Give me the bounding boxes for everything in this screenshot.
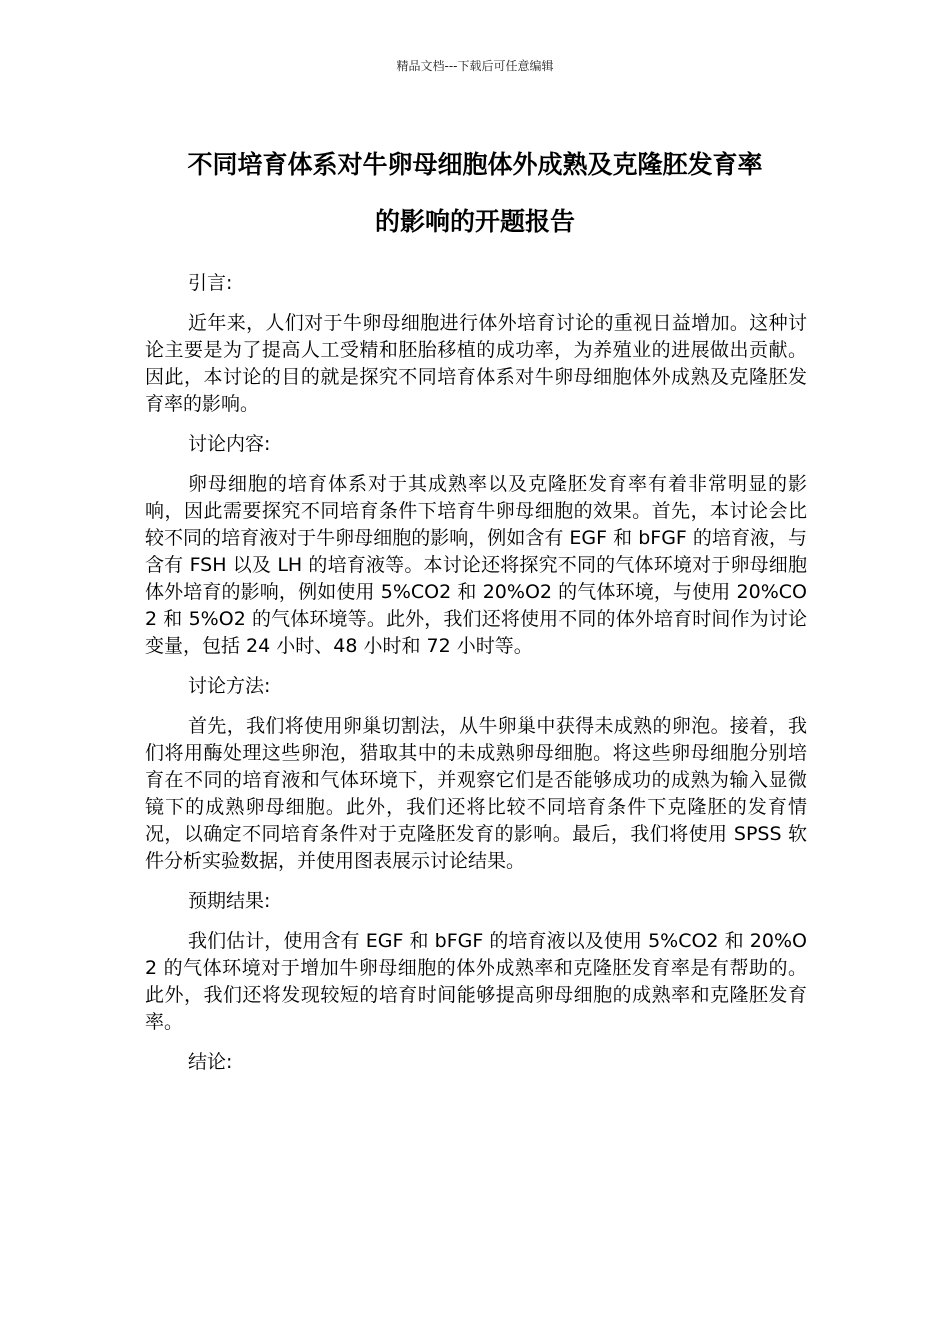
section-heading-expected-results: 预期结果: — [188, 890, 271, 912]
header-note: 精品文档---下载后可任意编辑 — [396, 59, 554, 73]
section-heading-content: 讨论内容: — [188, 433, 271, 455]
section-paragraph-content: 卵母细胞的培育体系对于其成熟率以及克隆胚发育率有着非常明显的影响，因此需要探究不同培育条件下培育牛卵母细胞的效果。首先，本讨论会比较不同的培育液对于牛卵母细胞的影响，例如含有 EGF 和 bFGF 的培育液，与含有 FSH 以及 LH 的培育液等。本讨论还将探究不同的气体环境对于卵母细胞体外培育的影响，例如使用 5%CO2 和 20%O2 的气体环境，与使用 20%CO2 和 5%O2 的气体环境等。此外，我们还将使用不同的体外培育时间作为讨论变量，包括 24 小时、48 小时和 72 小时等。 — [145, 473, 807, 657]
document-body — [145, 270, 807, 1089]
section-paragraph-introduction: 近年来，人们对于牛卵母细胞进行体外培育讨论的重视日益增加。这种讨论主要是为了提高人工受精和胚胎移植的成功率，为养殖业的进展做出贡献。因此，本讨论的目的就是探究不同培育体系对牛卵母细胞体外成熟及克隆胚发育率的影响。 — [145, 312, 807, 415]
section-paragraph-methods: 首先，我们将使用卵巢切割法，从牛卵巢中获得未成熟的卵泡。接着，我们将用酶处理这些卵泡，猎取其中的未成熟卵母细胞。将这些卵母细胞分别培育在不同的培育液和气体环境下，并观察它们是否能够成功的成熟为输入显微镜下的成熟卵母细胞。此外，我们还将比较不同培育条件下克隆胚的发育情况，以确定不同培育条件对于克隆胚发育的影响。最后，我们将使用 SPSS 软件分析实验数据，并使用图表展示讨论结果。 — [145, 715, 807, 872]
section-heading-introduction: 引言: — [188, 272, 233, 294]
section-heading-methods: 讨论方法: — [188, 675, 271, 697]
section-paragraph-expected-results: 我们估计，使用含有 EGF 和 bFGF 的培育液以及使用 5%CO2 和 20%O2 的气体环境对于增加牛卵母细胞的体外成熟率和克隆胚发育率是有帮助的。此外，我们还将发现较短的培育时间能够提高卵母细胞的成熟率和克隆胚发育率。 — [145, 930, 807, 1033]
section-heading-conclusion: 结论: — [188, 1051, 233, 1073]
title-line-2: 的影响的开题报告 — [374, 207, 575, 236]
document-title — [130, 136, 820, 250]
title-line-1: 不同培育体系对牛卵母细胞体外成熟及克隆胚发育率 — [187, 150, 763, 179]
